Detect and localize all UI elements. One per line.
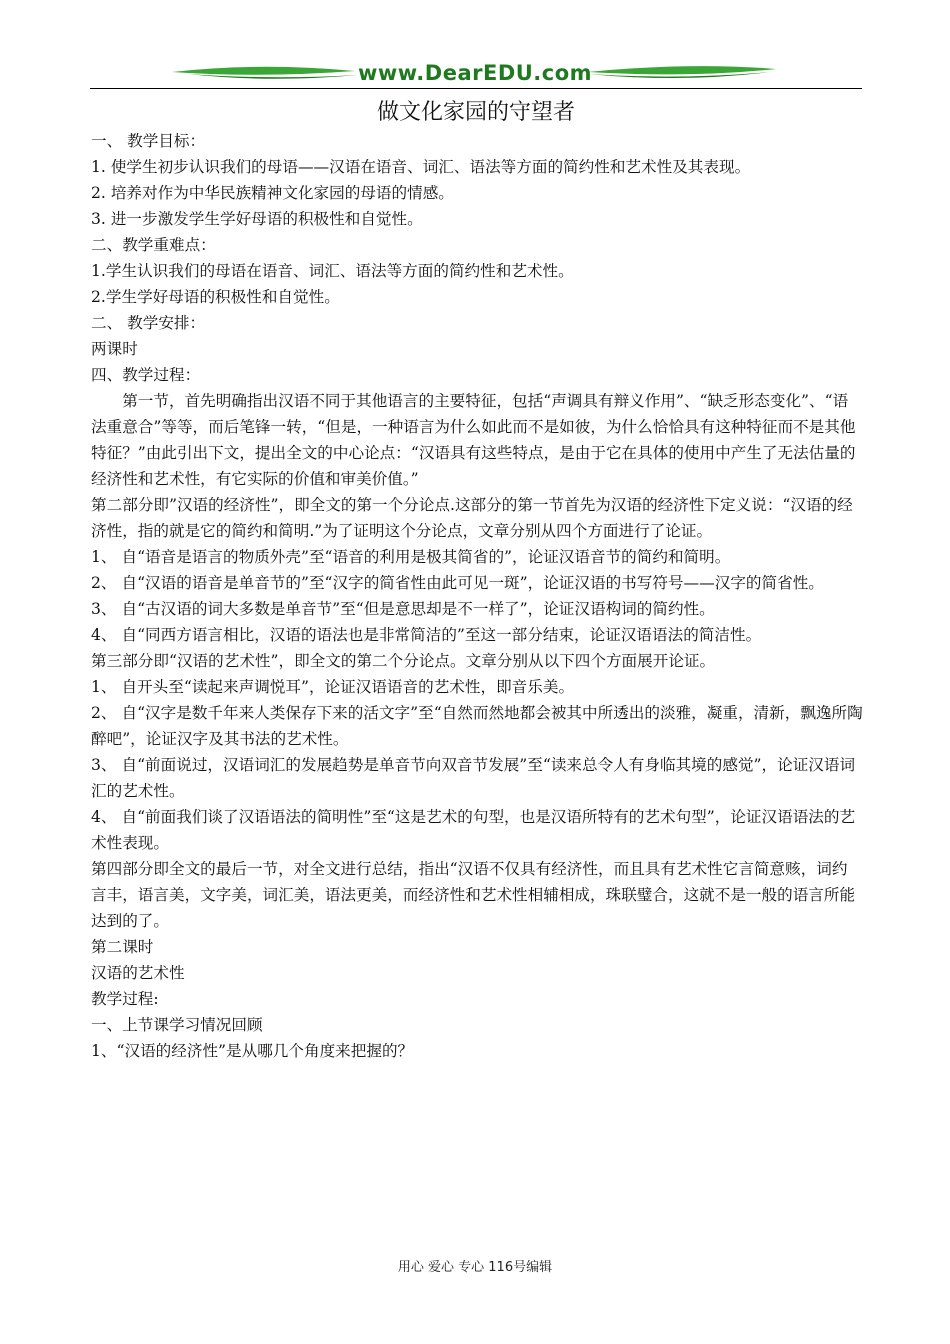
question-item: 1、“汉语的经济性”是从哪几个角度来把握的？ — [91, 1042, 414, 1060]
header-divider — [90, 88, 862, 89]
arrangement-text: 两课时 — [91, 340, 138, 358]
page-footer: 用心 爱心 专心 116号编辑 — [397, 1260, 553, 1275]
section-heading: 汉语的艺术性 — [91, 964, 185, 982]
list-item: 4、 自“同西方语言相比，汉语的语法也是非常简洁的”至这一部分结束，论证汉语语法的简洁性。 — [91, 626, 762, 644]
site-header-banner — [90, 58, 860, 92]
list-item: 1、 自开头至“读起来声调悦耳”，论证汉语语音的艺术性，即音乐美。 — [91, 678, 575, 696]
document-body — [91, 128, 863, 1064]
paragraph: 第三部分即“汉语的艺术性”，即全文的第二个分论点。文章分别从以下四个方面展开论证。 — [91, 652, 716, 670]
key-point-item: 2.学生学好母语的积极性和自觉性。 — [91, 288, 340, 306]
objective-item: 3. 进一步激发学生学好母语的积极性和自觉性。 — [91, 210, 423, 228]
paragraph: 第四部分即全文的最后一节，对全文进行总结，指出“汉语不仅具有经济性，而且具有艺术性它言简意赅，词约言丰，语言美，文字美，词汇美，语法更美，而经济性和艺术性相辅相成，珠联璧合，这就不是一般的语言所能达到的了。 — [91, 860, 856, 930]
list-item: 4、 自“前面我们谈了汉语语法的简明性”至“这是艺术的句型，也是汉语所特有的艺术句型”，论证汉语语法的艺术性表现。 — [91, 808, 856, 852]
review-heading: 一、上节课学习情况回顾 — [91, 1016, 263, 1034]
key-points-heading: 二、教学重难点： — [91, 236, 216, 254]
list-item: 2、 自“汉语的语音是单音节的”至“汉字的简省性由此可见一斑”，论证汉语的书写符号——汉字的简省性。 — [91, 574, 824, 592]
paragraph: 第二部分即”汉语的经济性”，即全文的第一个分论点.这部分的第一节首先为汉语的经济性下定义说：“汉语的经济性，指的就是它的简约和简明.”为了证明这个分论点，文章分别从四个方面进行了论证。 — [91, 496, 853, 540]
objective-item: 2. 培养对作为中华民族精神文化家园的母语的情感。 — [91, 184, 454, 202]
process-heading: 四、教学过程： — [91, 366, 201, 384]
list-item: 3、 自“古汉语的词大多数是单音节”至“但是意思却是不一样了”，论证汉语构词的简约性。 — [91, 600, 715, 618]
paragraph: 第一节，首先明确指出汉语不同于其他语言的主要特征，包括“声调具有辩义作用”、“缺乏形态变化”、“语法重意合”等等，而后笔锋一转，“但是，一种语言为什么如此而不是如彼，为什么恰恰具有这种特征而不是其他特征？”由此引出下文，提出全文的中心论点：“汉语具有这些特点，是由于它在具体的使用中产生了无法估量的经济性和艺术性，有它实际的价值和审美价值。” — [91, 392, 856, 488]
list-item: 3、 自“前面说过，汉语词汇的发展趋势是单音节向双音节发展”至“读来总令人有身临其境的感觉”，论证汉语词汇的艺术性。 — [91, 756, 856, 800]
second-lesson-heading: 第二课时 — [91, 938, 154, 956]
list-item: 2、 自“汉字是数千年来人类保存下来的活文字”至“自然而然地都会被其中所透出的淡雅，凝重，清新，飘逸所陶醉吧”，论证汉字及其书法的艺术性。 — [91, 704, 863, 748]
site-logo-text: www.DearEDU.com — [357, 61, 593, 85]
process-heading: 教学过程: — [91, 990, 159, 1008]
objectives-heading: 一、 教学目标： — [91, 132, 206, 150]
key-point-item: 1.学生认识我们的母语在语音、词汇、语法等方面的简约性和艺术性。 — [91, 262, 574, 280]
objective-item: 1. 使学生初步认识我们的母语——汉语在语音、词汇、语法等方面的简约性和艺术性及其表现。 — [91, 158, 751, 176]
list-item: 1、 自“语音是语言的物质外壳”至“语音的利用是极其简省的”，论证汉语音节的简约和简明。 — [91, 548, 731, 566]
document-title: 做文化家园的守望者 — [376, 100, 575, 125]
arrangement-heading: 二、 教学安排： — [91, 314, 206, 332]
